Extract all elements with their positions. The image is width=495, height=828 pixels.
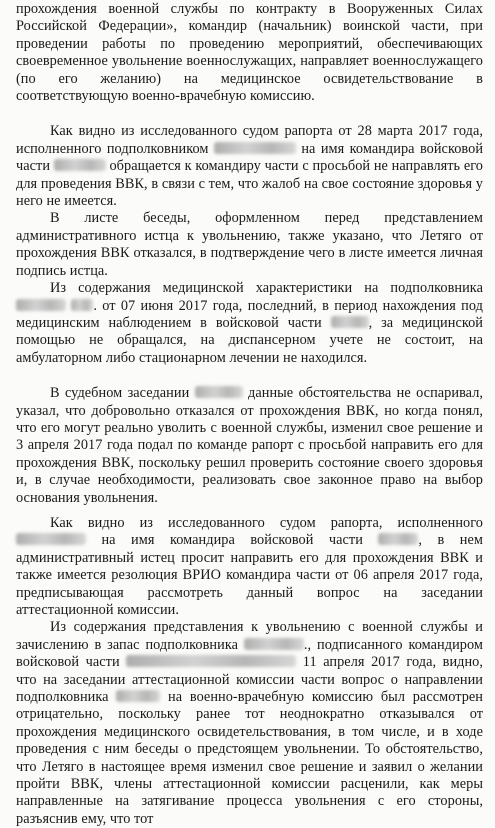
paragraph-3: В листе беседы, оформленном перед представлением административного истца к увольнению, также указано, что Летяго от прохождения ВВК отказался, в подтверждение чего в листе имеется личная подпись истца. <box>16 210 483 279</box>
redacted-name <box>214 142 296 154</box>
redacted-name <box>244 638 304 650</box>
paragraph-7-part-b: ., подписанного командиром войсковой части <box>16 636 483 671</box>
paragraph-5 <box>16 385 483 507</box>
paragraph-6-part-a: Как видно из исследованного судом рапорта, исполненного <box>50 514 483 531</box>
paragraph-7-part-a: Из содержания представления к увольнению с военной службы и зачислению в запас подполковника <box>16 619 483 653</box>
paragraph-7-part-c: 11 апреля 2017 года, видно, что на заседании аттестационной комиссии части вопрос о направлении подполковника <box>16 654 484 706</box>
redacted-unit <box>126 655 296 667</box>
redacted-name <box>195 386 243 398</box>
paragraph-2-part-b: на имя командира войсковой части <box>16 140 484 175</box>
paragraph-6-part-c: , в нем административный истец просит направить его для прохождения ВВК и также имеется резолюция ВРИО командира части от 06 апреля 2017 года, предписывающая рассмотреть данный вопрос на заседании аттестационной комиссии. <box>16 532 483 618</box>
redacted-name <box>16 299 66 311</box>
paragraph-4 <box>16 280 483 367</box>
redacted-name <box>16 533 86 545</box>
paragraph-6-part-b: на имя командира войсковой части <box>101 532 363 549</box>
paragraph-7 <box>16 619 483 828</box>
redacted-unit <box>54 159 106 171</box>
redacted-name <box>116 690 160 702</box>
paragraph-4-part-c: , за медицинской помощью не обращался, на диспансерном учете не состоит, на амбулаторном либо стационарном лечении не находился. <box>16 314 484 366</box>
paragraph-4-part-b: . от 07 июня 2017 года, последний, в период нахождения под медицинским наблюдением в войсковой части <box>16 297 483 331</box>
paragraph-5-part-a: В судебном заседании <box>50 385 190 402</box>
paragraph-6 <box>16 515 483 619</box>
redacted-unit <box>378 533 418 545</box>
paragraph-1: прохождения военной службы по контракту в Вооруженных Силах Российской Федерации», командир (начальник) воинской части, при проведении работы по проведению мероприятий, обеспечивающих своевременное увольнение военнослужащих, направляет военнослужащего (по его желанию) на медицинское освидетельствование в соответствующую военно-врачебную комиссию. <box>16 1 483 105</box>
paragraph-2-part-a: Как видно из исследованного судом рапорта от 28 марта 2017 года, исполненного подполковником <box>16 123 483 157</box>
paragraph-4-part-a: Из содержания медицинской характеристики на подполковника <box>50 280 483 297</box>
paragraph-7-part-d: на военно-врачебную комиссию был рассмотрен отрицательно, поскольку ранее тот неоднократно отказывался от прохождения медицинского освидетельствования, в том числе, и в ходе проведения с ним беседы о предстоящем увольнении. То обстоятельство, что Летяго в настоящее время изменил свое решение и заявил о желании пройти ВВК, члены аттестационной комиссии расценили, как меры направленные на затягивание процесса увольнения с его стороны, разъяснив ему, что тот <box>16 689 483 827</box>
paragraph-2 <box>16 123 483 210</box>
redacted-unit <box>331 316 369 328</box>
paragraph-5-part-b: данные обстоятельства не оспаривал, указал, что добровольно отказался от прохождения ВВК, но когда понял, что его могут реально уволить с военной службы, изменил свое решение и 3 апреля 2017 года подал по команде рапорт с просьбой направить его для прохождения ВВК, поскольку решил проверить состояние своего здоровья и, в случае необходимости, реализовать свое законное право на выбор основания увольнения. <box>16 385 484 506</box>
paragraph-2-part-c: обращается к командиру части с просьбой не направлять его для проведения ВВК, в связи с тем, что жалоб на свое состояние здоровья у него не имеется. <box>16 158 483 210</box>
redacted-initials <box>71 299 93 311</box>
